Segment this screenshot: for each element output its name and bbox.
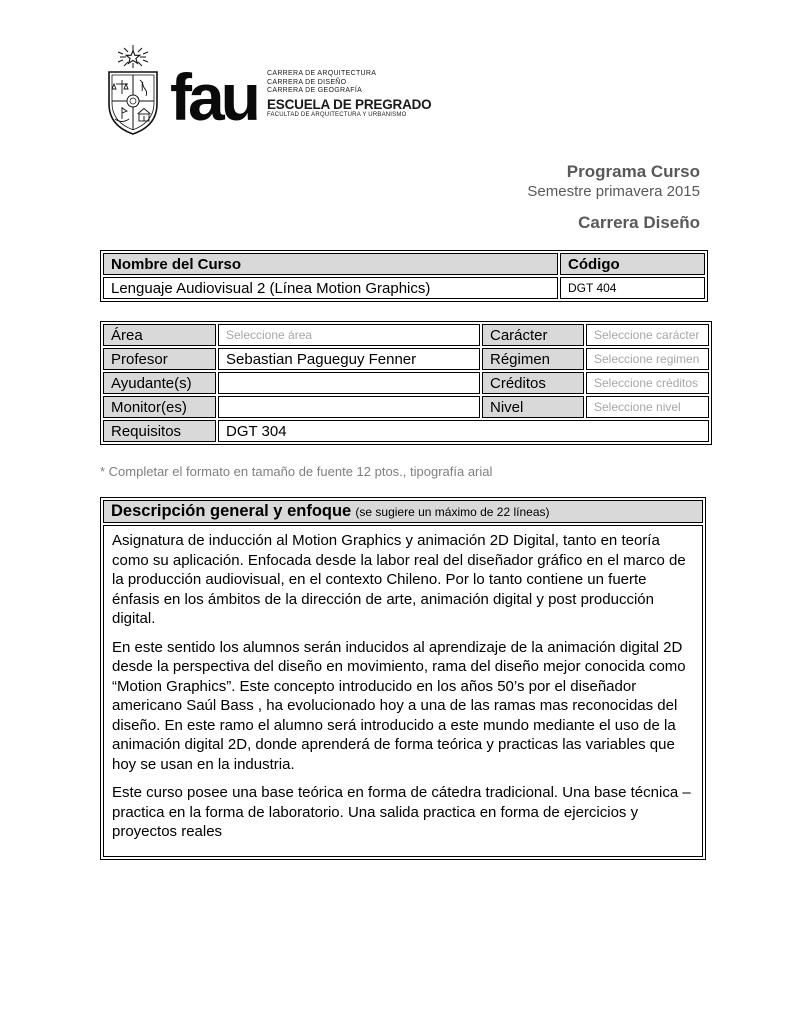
monitor-label: Monitor(es) (103, 396, 216, 418)
nivel-label: Nivel (482, 396, 584, 418)
format-note: * Completar el formato en tamaño de fuente 12 ptos., tipografía arial (100, 464, 493, 479)
table-row (103, 500, 703, 523)
course-name-field[interactable]: Lenguaje Audiovisual 2 (Línea Motion Graphics) (103, 277, 558, 299)
description-table (100, 497, 706, 860)
caracter-select-field[interactable]: Seleccione carácter (586, 324, 709, 346)
logo-career-line: CARRERA DE GEOGRAFÍA (267, 87, 363, 94)
area-select-field[interactable]: Seleccione área (218, 324, 480, 346)
table-row (103, 324, 709, 346)
page-title: Programa Curso (566, 162, 700, 181)
description-header (103, 500, 703, 523)
caracter-label: Carácter (482, 324, 584, 346)
course-name-table (100, 250, 708, 302)
ayudante-field[interactable] (218, 372, 480, 394)
description-hint: (se sugiere un máximo de 22 líneas) (355, 505, 550, 519)
table-row (103, 372, 709, 394)
description-paragraph: Este curso posee una base teórica en forma de cátedra tradicional. Una base técnica – practica en la forma de laboratorio. Una salida practica en forma de ejercicios y proyectos reales (112, 784, 691, 840)
description-title: Descripción general y enfoque (111, 502, 352, 520)
creditos-select-field[interactable]: Seleccione créditos (586, 372, 709, 394)
profesor-field[interactable]: Sebastian Pagueguy Fenner (218, 348, 480, 370)
fau-wordmark: fau (170, 60, 257, 134)
logo-career-line: CARRERA DE DISEÑO (267, 78, 347, 86)
course-code-field[interactable]: DGT 404 (560, 277, 705, 299)
fau-logo (102, 44, 431, 136)
requisitos-label: Requisitos (103, 420, 216, 442)
ayudante-label: Ayudante(s) (103, 372, 216, 394)
career-label: Carrera Diseño (578, 213, 700, 232)
table-row (103, 277, 705, 299)
logo-faculty-line: FACULTAD DE ARQUITECTURA Y URBANISMO (267, 111, 407, 118)
table-row (103, 348, 709, 370)
course-code-header: Código (560, 253, 705, 275)
table-row (103, 525, 703, 857)
regimen-select-field[interactable]: Seleccione regimen (586, 348, 709, 370)
logo-text-block (267, 70, 431, 119)
logo-career-line: CARRERA DE ARQUITECTURA (267, 70, 377, 77)
course-details-table (100, 321, 712, 445)
nivel-select-field[interactable]: Seleccione nivel (586, 396, 709, 418)
requisitos-field[interactable]: DGT 304 (218, 420, 709, 442)
logo-school-line: ESCUELA DE PREGRADO (267, 96, 432, 112)
university-crest-icon (102, 44, 164, 136)
description-body (103, 525, 703, 857)
description-paragraph: En este sentido los alumnos serán inducidos al aprendizaje de la animación digital 2D desde la perspectiva del diseño en movimiento, rama del diseño mejor conocida como “Motion Graphics”. Este concepto introducido en los años 50’s por el diseñador americano Saúl Bass , ha evolucionado hoy a una de las ramas mas reconocidas del diseño. En este ramo el alumno será introducido a este mundo mediante el uso de la animación digital 2D, donde aprenderá de forma teórica y practicas las variables que hoy se usan en la industria. (112, 638, 686, 773)
description-paragraph: Asignatura de inducción al Motion Graphics y animación 2D Digital, tanto en teoría como su aplicación. Enfocada desde la labor real del diseñador gráfico en el marco de la producción audiovisual, en el contexto Chileno. Por lo tanto contiene un fuerte énfasis en los ámbitos de la dirección de arte, animación digital y post producción digital. (112, 532, 686, 627)
profesor-label: Profesor (103, 348, 216, 370)
monitor-field[interactable] (218, 396, 480, 418)
course-name-header: Nombre del Curso (103, 253, 558, 275)
document-header (527, 162, 700, 233)
table-row (103, 420, 709, 442)
regimen-label: Régimen (482, 348, 584, 370)
area-label: Área (103, 324, 216, 346)
table-row (103, 253, 705, 275)
semester-label: Semestre primavera 2015 (527, 183, 700, 200)
creditos-label: Créditos (482, 372, 584, 394)
table-row (103, 396, 709, 418)
